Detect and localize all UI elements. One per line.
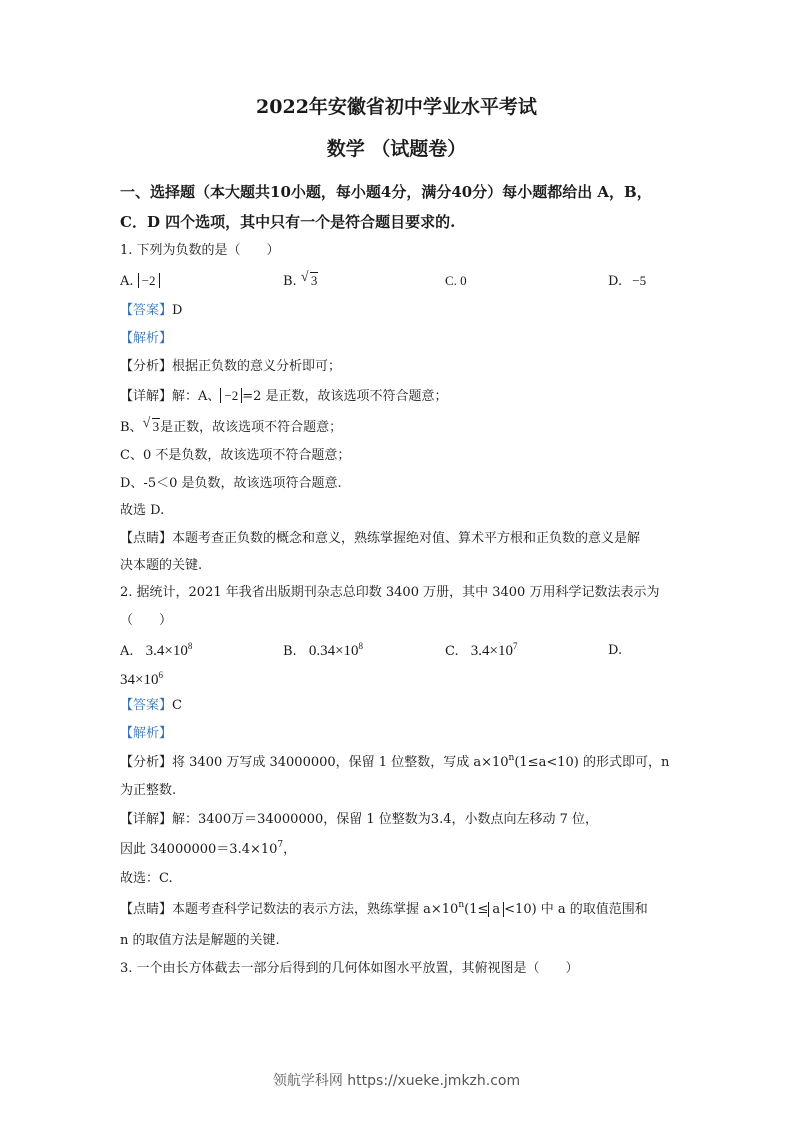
q2-option-d-label: D.: [608, 643, 623, 658]
dianjing-text: 本题考查科学记数法的表示方法，熟练掌握 a×10: [172, 902, 459, 917]
q1-option-d: [608, 272, 646, 291]
section-heading-line2: C．D 四个选项，其中只有一个是符合题目要求的.: [120, 213, 456, 231]
dianjing-text-b: (1≤: [464, 902, 489, 917]
fenxi-text: 将 3400 万写成 34000000，保留 1 位整数，写成 a×10: [172, 755, 509, 770]
q1-dianjing-line2: 决本题的关键.: [120, 558, 203, 573]
dianjing-tag: 【点睛】: [120, 902, 173, 917]
q2-xiangjie: [120, 811, 598, 829]
q2-choose: 故选：C.: [120, 871, 173, 886]
q3-stem: 3. 一个由长方体截去一部分后得到的几何体如图水平放置，其俯视图是（ ）: [120, 961, 579, 976]
xiangjie-tag: 【详解】: [120, 812, 173, 827]
q1-dianjing-line1: [120, 530, 640, 548]
fenxi-tag: 【分析】: [120, 359, 173, 374]
fenxi-text-cont: (1≤a<10) 的形式即可，n: [514, 755, 670, 770]
q1-option-a: [120, 272, 160, 291]
answer-tag: 【答案】: [120, 303, 173, 318]
radical-sign-icon: √: [300, 270, 309, 285]
option-exponent: 8: [187, 641, 193, 651]
q2-option-c: [445, 642, 517, 661]
sqrt-expression: √ 3: [300, 270, 318, 288]
line-prefix: B、: [120, 420, 143, 435]
fenxi-tag: 【分析】: [120, 755, 173, 770]
option-label: C.: [445, 644, 459, 659]
answer-value: C: [172, 698, 182, 713]
option-base: 3.4×10: [470, 643, 513, 659]
yinci-exponent: 7: [277, 840, 284, 850]
option-base: 34×10: [120, 672, 159, 688]
yinci-text: 因此 34000000＝3.4×10: [120, 842, 278, 857]
option-label: A.: [120, 644, 134, 659]
option-value: [309, 643, 363, 659]
q1-line-d: D、-5＜0 是负数，故该选项符合题意.: [120, 476, 342, 491]
q2-option-d-value: [120, 671, 163, 689]
abs-value: a: [488, 902, 504, 917]
q2-answer: [120, 697, 182, 715]
fenxi-text: 根据正负数的意义分析即可；: [172, 359, 342, 374]
q1-line-c: C、0 不是负数，故该选项不符合题意；: [120, 448, 351, 463]
dianjing-text: 本题考查正负数的概念和意义，熟练掌握绝对值、算术平方根和正负数的意义是解: [172, 531, 641, 546]
option-exponent: 6: [158, 670, 163, 680]
q1-answer: [120, 302, 182, 320]
q2-analysis-tag: 【解析】: [120, 726, 173, 741]
option-value: [471, 643, 518, 659]
option-label: A.: [120, 274, 134, 289]
option-value: −5: [632, 273, 647, 288]
q2-option-a: [120, 642, 192, 661]
q2-fenxi-line2: 为正整数.: [120, 783, 177, 798]
abs-value: −2: [138, 273, 160, 288]
option-label: B.: [283, 274, 297, 289]
q1-stem: 1. 下列为负数的是（ ）: [120, 243, 280, 258]
radical-sign-icon: √: [142, 416, 151, 431]
q1-line-b: [120, 418, 342, 437]
option-value: [146, 643, 193, 659]
section-heading-line1: 一、选择题（本大题共10小题，每小题4分，满分40分）每小题都给出 A，B，: [120, 183, 652, 201]
abs-value: −2: [220, 388, 242, 403]
q1-fenxi: [120, 358, 341, 376]
answer-value: D: [172, 303, 183, 318]
xiangjie-tag: 【详解】: [120, 389, 173, 404]
option-base: 0.34×10: [308, 643, 359, 659]
yinci-post: ，: [283, 842, 297, 857]
page-title: 2022年安徽省初中学业水平考试: [256, 96, 537, 118]
q1-choose: 故选 D.: [120, 503, 165, 518]
dianjing-exponent: n: [458, 900, 465, 910]
q2-stem: 2. 据统计，2021 年我省出版期刊杂志总印数 3400 万册，其中 3400 万用科学记数法表示为: [120, 585, 660, 600]
option-label: D.: [608, 274, 623, 289]
xiangjie-pre: 解：A、: [172, 389, 221, 404]
q2-fenxi-line1: [120, 754, 669, 772]
line-text: 是正数，故该选项不符合题意；: [160, 420, 343, 435]
option-label: B.: [283, 644, 297, 659]
q1-option-c: C. 0: [445, 273, 467, 288]
footer-watermark[interactable]: 领航学科网 https://xueke.jmkzh.com: [272, 1073, 521, 1089]
sqrt-expression: √ 3: [142, 416, 160, 434]
q1-xiangjie: [120, 387, 448, 406]
q1-analysis-tag: 【解析】: [120, 331, 173, 346]
q1-option-b: [283, 272, 318, 291]
dianjing-text-c: <10) 中 a 的取值范围和: [504, 902, 648, 917]
answer-tag: 【答案】: [120, 698, 173, 713]
q2-option-b: [283, 642, 363, 661]
xiangjie-post: =2 是正数，故该选项不符合题意；: [242, 389, 448, 404]
q2-yinci: [120, 841, 296, 859]
q2-dianjing-line1: [120, 901, 648, 919]
page-subtitle: 数学 （试题卷）: [326, 138, 467, 160]
fenxi-exponent: n: [508, 753, 515, 763]
option-base: 3.4×10: [145, 643, 188, 659]
option-exponent: 8: [358, 641, 364, 651]
dianjing-tag: 【点睛】: [120, 531, 173, 546]
q2-dianjing-line2: n 的取值方法是解题的关键.: [120, 933, 280, 948]
q2-paren: （ ）: [120, 613, 173, 628]
option-exponent: 7: [512, 641, 518, 651]
xiangjie-text: 解：3400万＝34000000，保留 1 位整数为3.4，小数点向左移动 7 位，: [172, 812, 599, 827]
